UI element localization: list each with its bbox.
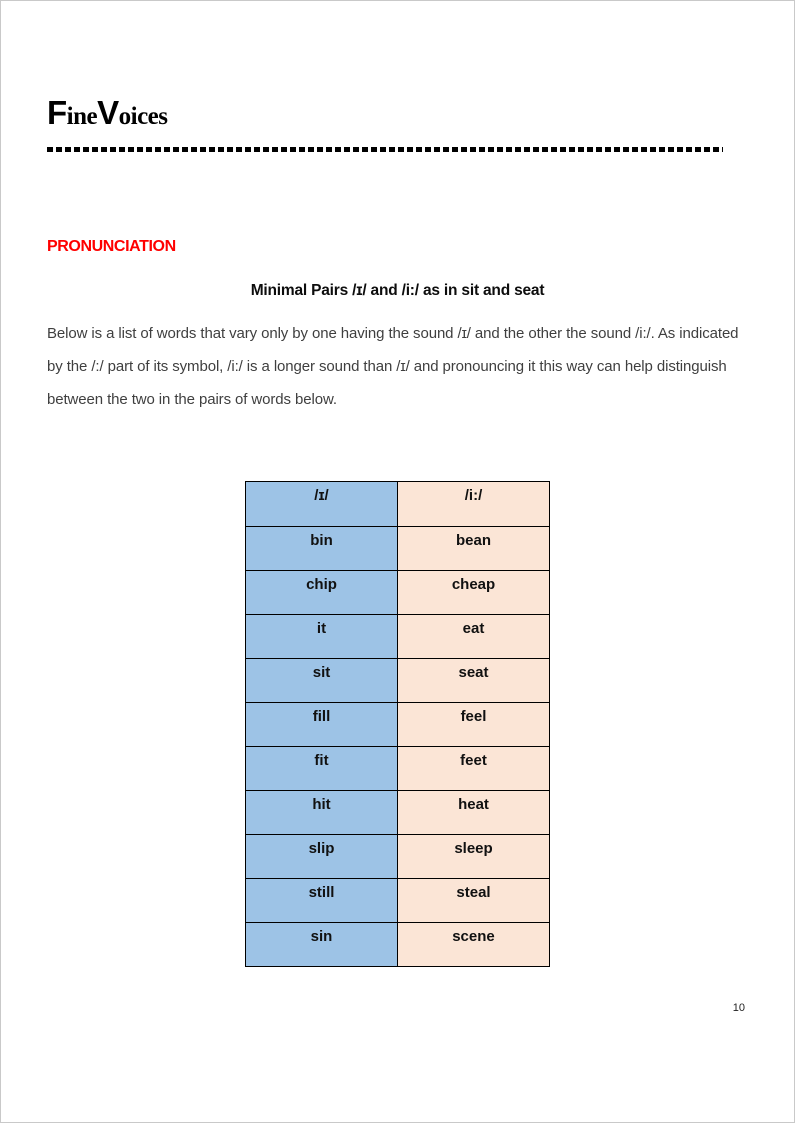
word-cell-short: sin [246,923,398,967]
lesson-title: Minimal Pairs /ɪ/ and /i:/ as in sit and seat [250,282,545,299]
table-row [246,615,550,659]
brand-part-oices: oices [118,103,168,130]
word-cell-short: it [246,615,398,659]
word-cell-short: chip [246,571,398,615]
table-row [246,659,550,703]
dashed-divider [47,147,723,152]
brand-initial-v: V [97,94,119,131]
table-row [246,571,550,615]
table-row [246,703,550,747]
word-cell-long: sleep [398,835,550,879]
word-cell-long: bean [398,527,550,571]
word-cell-short: hit [246,791,398,835]
word-cell-long: eat [398,615,550,659]
brand-logo [47,94,168,132]
brand-initial-f: F [47,94,67,131]
section-heading: PRONUNCIATION [47,238,176,255]
word-cell-long: scene [398,923,550,967]
brand-part-ine: ine [66,103,98,130]
intro-paragraph: Below is a list of words that vary only by one having the sound /ɪ/ and the other the sound /i:/. As indicated by the /:/ part of its symbol, /i:/ is a longer sound than /ɪ/ and pronouncing it this way can help distinguish between the two in the pairs of words below. [47,325,739,408]
word-cell-short: slip [246,835,398,879]
table-row [246,879,550,923]
word-cell-long: heat [398,791,550,835]
word-cell-long: cheap [398,571,550,615]
page-number: 10 [732,1002,745,1014]
word-cell-short: still [246,879,398,923]
word-cell-short: fill [246,703,398,747]
word-cell-short: fit [246,747,398,791]
vowel-header-short: /ɪ/ [246,482,398,527]
table-row [246,747,550,791]
minimal-pairs-table [245,481,550,967]
word-cell-long: feet [398,747,550,791]
table-header-row [246,482,550,527]
word-cell-long: steal [398,879,550,923]
table-row [246,923,550,967]
word-cell-long: seat [398,659,550,703]
table-row [246,791,550,835]
table-row [246,527,550,571]
word-cell-short: bin [246,527,398,571]
vowel-header-long: /i:/ [398,482,550,527]
word-cell-short: sit [246,659,398,703]
word-cell-long: feel [398,703,550,747]
table-row [246,835,550,879]
